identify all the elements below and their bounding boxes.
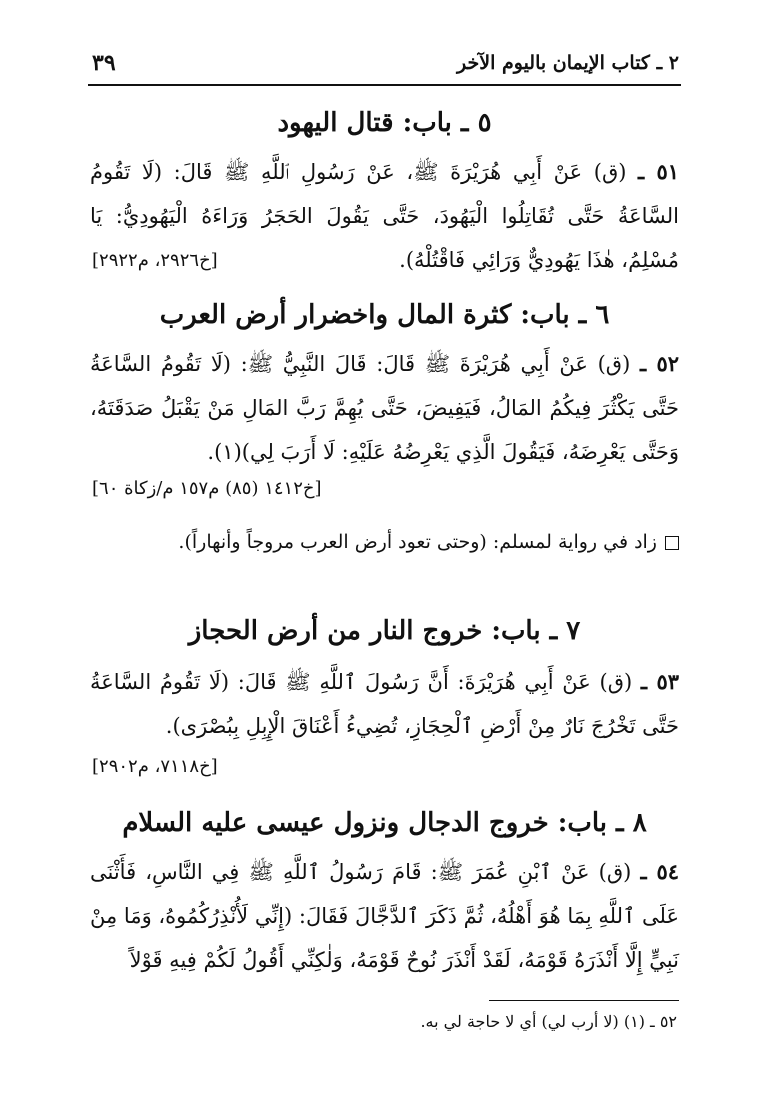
hadith-number: ٥١ ـ <box>638 159 679 184</box>
footnote-rule <box>489 1000 679 1001</box>
page-number: ٣٩ <box>92 50 116 76</box>
hadith-52 <box>90 342 679 474</box>
section-heading-5: ٥ ـ باب: قتال اليهود <box>277 108 492 138</box>
riwaya-note <box>90 522 679 562</box>
hadith-number: ٥٢ ـ <box>639 351 679 376</box>
hadith-text: (ق) عَنْ ٱبْنِ عُمَرَ ﷺ: قَامَ رَسُولُ ٱللَّهِ ﷺ فِي النَّاسِ، فَأَثْنَى عَلَى ٱللَّهِ بِمَا هُوَ أَهْلُهُ، ثُمَّ ذَكَرَ ٱلدَّجَّالَ فَقَالَ: (إِنِّي لَأُنْذِرُكُمُوهُ، وَمَا مِنْ نَبِيٍّ إِلَّا أَنْذَرَهُ قَوْمَهُ، لَقَدْ أَنْذَرَ نُوحٌ قَوْمَهُ، وَلٰكِنِّي أَقُولُ لَكُمْ فِيهِ قَوْلاً <box>90 860 679 972</box>
note-text: زاد في رواية لمسلم: (وحتى تعود أرض العرب مروجاً وأنهاراً). <box>178 531 657 553</box>
square-bullet-icon <box>665 536 679 550</box>
header-rule <box>88 84 681 86</box>
hadith-text: (ق) عَنْ أَبِي هُرَيْرَةَ: أَنَّ رَسُولَ ٱللَّهِ ﷺ قَالَ: (لَا تَقُومُ السَّاعَةُ حَتَّى تَخْرُجَ نَارٌ مِنْ أَرْضِ ٱلْحِجَازِ، تُضِيءُ أَعْنَاقَ الْإِبِلِ بِبُصْرَى). <box>90 670 679 738</box>
hadith-reference: [خ٢٩٢٦، م٢٩٢٢] <box>92 250 218 271</box>
hadith-number: ٥٣ ـ <box>640 669 679 694</box>
footnote: ٥٢ ـ (١) (لا أرب لي) أي لا حاجة لي به. <box>420 1012 677 1031</box>
hadith-54 <box>90 850 679 982</box>
section-heading-7: ٧ ـ باب: خروج النار من أرض الحجاز <box>188 616 581 646</box>
hadith-reference: [خ١٤١٢ (٨٥) م١٥٧ م/زكاة ٦٠] <box>92 478 322 499</box>
section-heading-6: ٦ ـ باب: كثرة المال واخضرار أرض العرب <box>159 300 610 330</box>
hadith-text: (ق) عَنْ أَبِي هُرَيْرَةَ ﷺ، عَنْ رَسُولِ ٱللَّهِ ﷺ قَالَ: (لَا تَقُومُ السَّاعَةُ حَتَّى تُقَاتِلُوا الْيَهُودَ، حَتَّى يَقُولَ الحَجَرُ وَرَاءَهُ الْيَهُودِيُّ: يَا مُسْلِمُ، هٰذَا يَهُودِيٌّ وَرَائِي فَاقْتُلْهُ). <box>90 160 679 272</box>
page-header <box>92 48 679 82</box>
hadith-number: ٥٤ ـ <box>640 859 679 884</box>
hadith-53 <box>90 660 679 748</box>
section-heading-8: ٨ ـ باب: خروج الدجال ونزول عيسى عليه السلام <box>122 808 647 838</box>
hadith-reference: [خ٧١١٨، م٢٩٠٢] <box>92 756 218 777</box>
hadith-text: (ق) عَنْ أَبِي هُرَيْرَةَ ﷺ قَالَ: قَالَ النَّبِيُّ ﷺ: (لَا تَقُومُ السَّاعَةُ حَتَّى يَكْثُرَ فِيكُمُ المَالُ، فَيَفِيضَ، حَتَّى يُهِمَّ رَبَّ المَالِ مَنْ يَقْبَلُ صَدَقَتَهُ، وَحَتَّى يَعْرِضَهُ، فَيَقُولَ الَّذِي يَعْرِضُهُ عَلَيْهِ: لَا أَرَبَ لِي)(١). <box>90 352 679 464</box>
chapter-title: ٢ ـ كتاب الإيمان باليوم الآخر <box>457 52 679 74</box>
